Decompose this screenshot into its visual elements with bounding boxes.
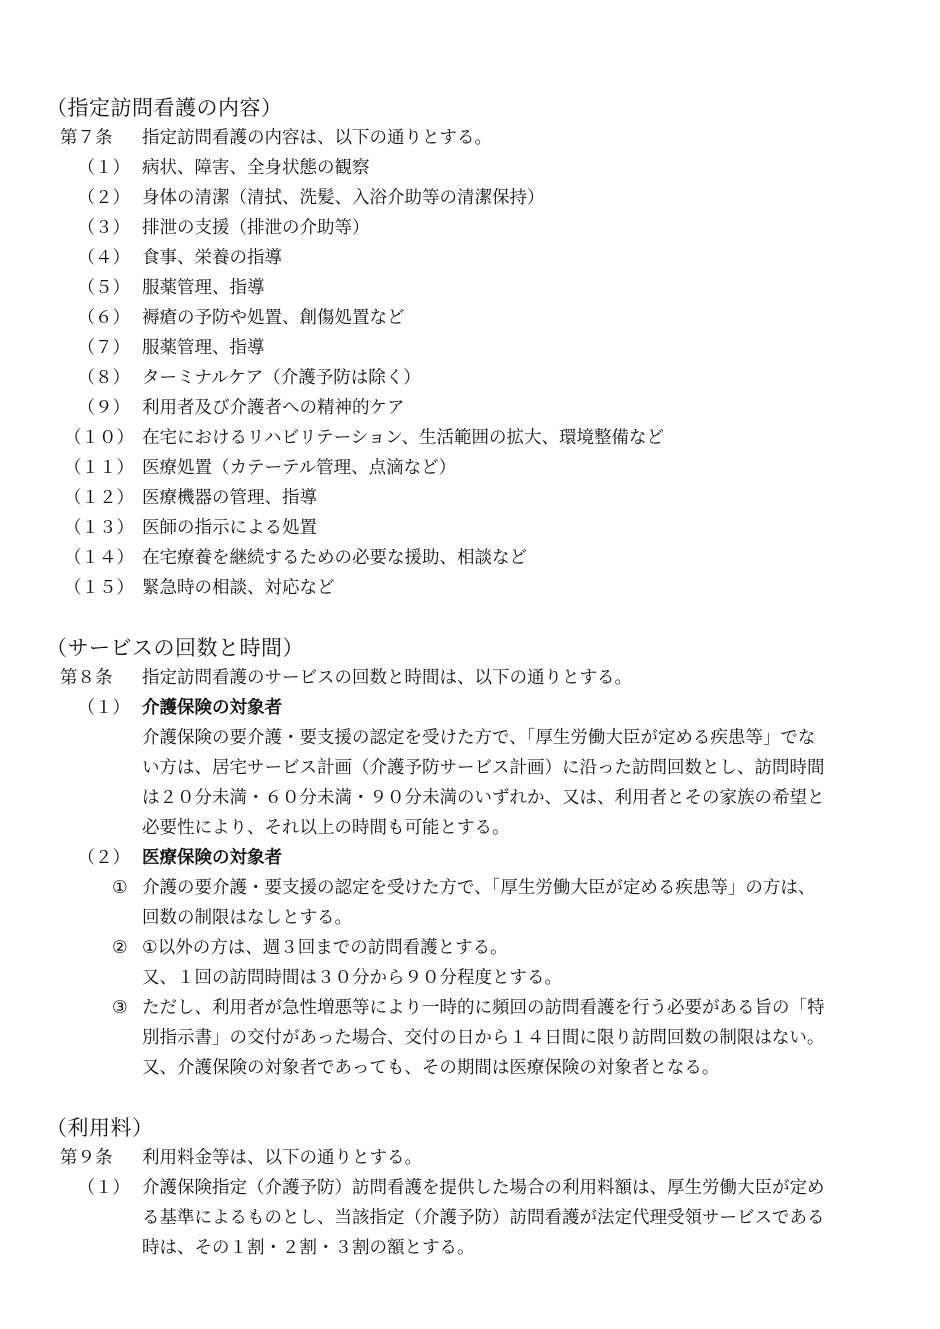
paragraph-line: る基準によるものとし、当該指定（介護予防）訪問看護が法定代理受領サービスである — [142, 1208, 825, 1228]
section-heading-content: （指定訪問看護の内容） — [46, 96, 283, 120]
list-item-number: （１４） — [64, 548, 134, 568]
paragraph-line: 介護の要介護・要支援の認定を受けた方で、「厚生労働大臣が定める疾患等」の方は、 — [142, 878, 816, 898]
list-item-number: （８） — [77, 368, 130, 388]
paragraph-line: 時は、その１割・２割・３割の額とする。 — [142, 1238, 475, 1258]
list-item-text: 病状、障害、全身状態の観察 — [142, 158, 370, 178]
list-item-number: （２） — [77, 188, 130, 208]
article-intro: 利用料金等は、以下の通りとする。 — [142, 1148, 422, 1168]
list-item-number: （１２） — [64, 488, 134, 508]
paragraph-line: 介護保険指定（介護予防）訪問看護を提供した場合の利用料額は、厚生労働大臣が定め — [142, 1178, 825, 1198]
list-item-text: 医師の指示による処置 — [142, 518, 317, 538]
article-number: 第８条 — [60, 668, 113, 688]
paragraph-line: 回数の制限はなしとする。 — [142, 908, 352, 928]
list-item-number: （３） — [77, 218, 130, 238]
subsection-number: （１） — [77, 698, 130, 718]
article-intro: 指定訪問看護の内容は、以下の通りとする。 — [142, 128, 492, 148]
list-item-text: 排泄の支援（排泄の介助等） — [142, 218, 370, 238]
list-item-number: （６） — [77, 308, 130, 328]
list-item-text: 緊急時の相談、対応など — [142, 578, 335, 598]
section-heading-service: （サービスの回数と時間） — [46, 636, 304, 660]
list-item-number: （１） — [77, 158, 130, 178]
list-item-number: （７） — [77, 338, 130, 358]
circled-number: ③ — [112, 998, 128, 1018]
list-item-number: （１０） — [64, 428, 134, 448]
paragraph-line: は２０分未満・６０分未満・９０分未満のいずれか、又は、利用者とその家族の希望と — [142, 788, 825, 808]
subsection-title: 医療保険の対象者 — [142, 848, 282, 868]
circled-number: ① — [112, 878, 128, 898]
list-item-text: 服薬管理、指導 — [142, 278, 265, 298]
article-number: 第９条 — [60, 1148, 113, 1168]
subsection-title: 介護保険の対象者 — [142, 698, 282, 718]
paragraph-line: 介護保険の要介護・要支援の認定を受けた方で、「厚生労働大臣が定める疾患等」でな — [142, 728, 816, 748]
article-number: 第７条 — [60, 128, 113, 148]
circled-number: ② — [112, 938, 128, 958]
list-item-number: （１） — [77, 1178, 130, 1198]
section-heading-fees: （利用料） — [46, 1116, 154, 1140]
list-item-number: （１１） — [64, 458, 134, 478]
list-item-text: 在宅療養を継続するための必要な援助、相談など — [142, 548, 527, 568]
paragraph-line: ただし、利用者が急性増悪等により一時的に頻回の訪問看護を行う必要がある旨の「特 — [142, 998, 825, 1018]
paragraph-line: 又、１回の訪問時間は３０分から９０分程度とする。 — [142, 968, 562, 988]
paragraph-line: 必要性により、それ以上の時間も可能とする。 — [142, 818, 510, 838]
list-item-text: 在宅におけるリハビリテーション、生活範囲の拡大、環境整備など — [142, 428, 665, 448]
list-item-text: 身体の清潔（清拭、洗髪、入浴介助等の清潔保持） — [142, 188, 545, 208]
list-item-text: 褥瘡の予防や処置、創傷処置など — [142, 308, 405, 328]
subsection-number: （２） — [77, 848, 130, 868]
paragraph-line: 又、介護保険の対象者であっても、その期間は医療保険の対象者となる。 — [142, 1058, 720, 1078]
paragraph-line: 別指示書」の交付があった場合、交付の日から１４日間に限り訪問回数の制限はない。 — [142, 1028, 825, 1048]
list-item-text: 医療機器の管理、指導 — [142, 488, 317, 508]
list-item-number: （４） — [77, 248, 130, 268]
list-item-text: 利用者及び介護者への精神的ケア — [142, 398, 405, 418]
list-item-text: 服薬管理、指導 — [142, 338, 265, 358]
paragraph-line: ①以外の方は、週３回までの訪問看護とする。 — [142, 938, 508, 958]
list-item-text: 医療処置（カテーテル管理、点滴など） — [142, 458, 457, 478]
list-item-number: （１５） — [64, 578, 134, 598]
article-intro: 指定訪問看護のサービスの回数と時間は、以下の通りとする。 — [142, 668, 632, 688]
list-item-text: 食事、栄養の指導 — [142, 248, 282, 268]
list-item-number: （９） — [77, 398, 130, 418]
list-item-text: ターミナルケア（介護予防は除く） — [142, 368, 421, 388]
paragraph-line: い方は、居宅サービス計画（介護予防サービス計画）に沿った訪問回数とし、訪問時間 — [142, 758, 825, 778]
list-item-number: （１３） — [64, 518, 134, 538]
list-item-number: （５） — [77, 278, 130, 298]
